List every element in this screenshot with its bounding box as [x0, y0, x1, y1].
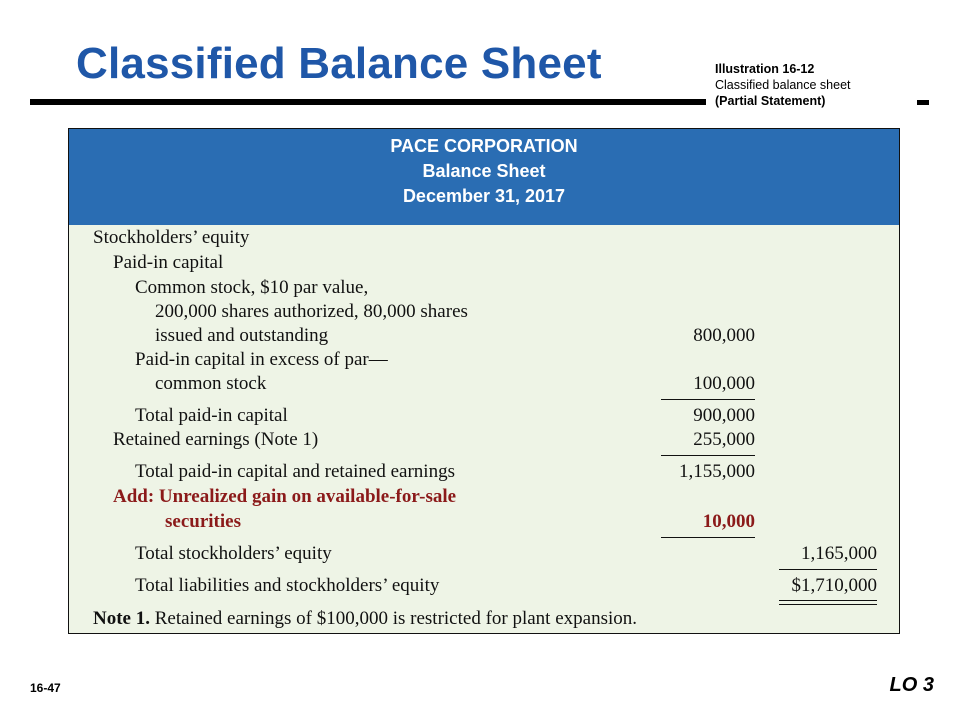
- illustration-note: (Partial Statement): [715, 94, 826, 108]
- statement-date: December 31, 2017: [402, 186, 566, 206]
- statement-name: Balance Sheet: [422, 161, 546, 181]
- illustration-caption: [715, 61, 915, 109]
- common-stock-amount: 800,000: [693, 325, 755, 346]
- total-liab-se-amount: $1,710,000: [791, 575, 877, 596]
- illustration-number: Illustration 16-12: [715, 62, 815, 76]
- retained-earnings-amount: 255,000: [693, 429, 755, 450]
- learning-objective: LO 3: [889, 674, 934, 696]
- statement-body: [69, 225, 899, 635]
- balance-sheet-panel: [68, 128, 900, 634]
- gain-underline: [661, 537, 755, 538]
- total-liab-se-label: Total liabilities and stockholders’ equity: [135, 575, 440, 596]
- double-underline-bottom: [779, 604, 877, 605]
- se-header: Stockholders’ equity: [93, 227, 250, 248]
- total-pic-amount: 900,000: [693, 405, 755, 426]
- title-rule-end: [917, 100, 929, 105]
- apic-underline: [661, 399, 755, 400]
- note-line: [93, 608, 637, 630]
- double-underline-top: [779, 600, 877, 601]
- total-se-label: Total stockholders’ equity: [135, 543, 332, 564]
- apic-line-1: Paid-in capital in excess of par—: [135, 349, 388, 370]
- note-text: Retained earnings of $100,000 is restricted for plant expansion.: [149, 608, 637, 629]
- title-rule: [30, 99, 706, 105]
- statement-header: [69, 129, 899, 225]
- total-pic-label: Total paid-in capital: [135, 405, 288, 426]
- total-se-amount: 1,165,000: [801, 543, 877, 564]
- unrealized-gain-line-2: securities: [165, 511, 241, 532]
- unrealized-gain-amount: 10,000: [702, 511, 755, 532]
- common-stock-line-3: issued and outstanding: [155, 325, 329, 346]
- re-underline: [661, 455, 755, 456]
- company-name: PACE CORPORATION: [390, 136, 578, 156]
- total-pic-re-label: Total paid-in capital and retained earnings: [135, 461, 455, 482]
- note-label: Note 1.: [93, 608, 150, 629]
- total-se-underline: [779, 569, 877, 570]
- page-number: 16-47: [30, 681, 61, 695]
- total-pic-re-amount: 1,155,000: [679, 461, 755, 482]
- unrealized-gain-line-1: Add: Unrealized gain on available-for-sale: [113, 486, 457, 507]
- apic-line-2: common stock: [155, 373, 267, 394]
- common-stock-line-1: Common stock, $10 par value,: [135, 277, 369, 298]
- common-stock-line-2: 200,000 shares authorized, 80,000 shares: [155, 301, 468, 322]
- retained-earnings-label: Retained earnings (Note 1): [113, 429, 319, 450]
- pic-header: Paid-in capital: [113, 252, 224, 273]
- illustration-title: Classified balance sheet: [715, 78, 851, 92]
- slide-title: Classified Balance Sheet: [76, 39, 602, 88]
- apic-amount: 100,000: [693, 373, 755, 394]
